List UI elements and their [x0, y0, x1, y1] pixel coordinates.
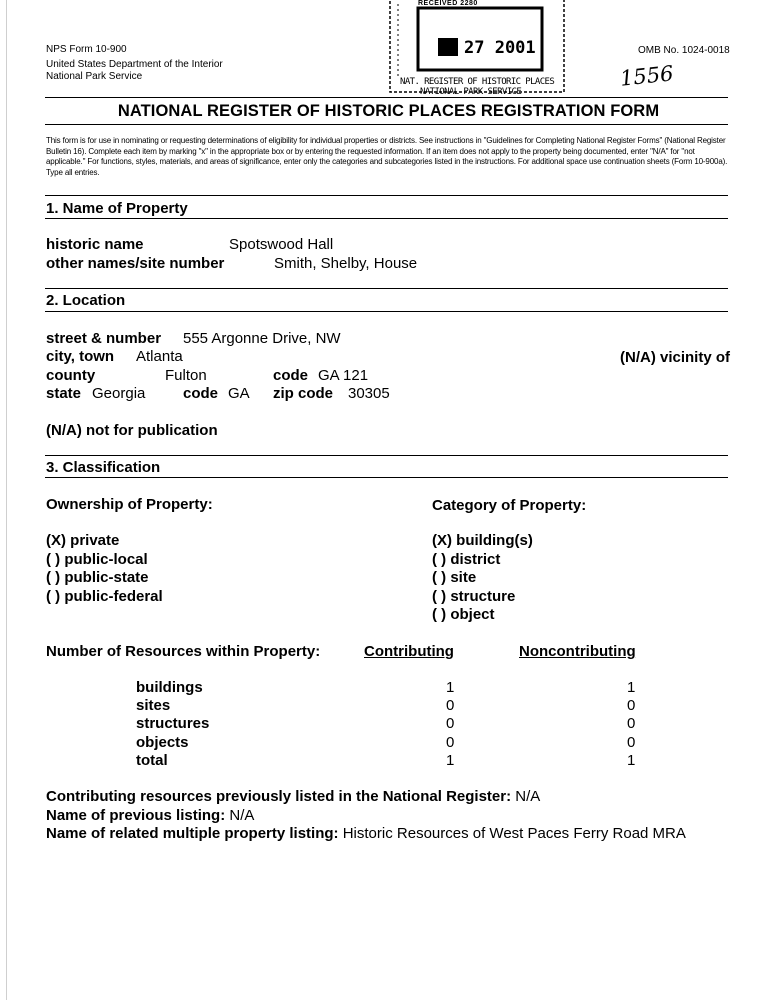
section-3-heading: 3. Classification: [46, 459, 161, 476]
form-number: NPS Form 10-900: [46, 44, 127, 55]
noncontributing-count: 0: [627, 715, 636, 732]
received-stamp: [388, 0, 566, 98]
rule: [45, 477, 728, 478]
state-code: GA: [228, 385, 250, 402]
other-names: Smith, Shelby, House: [274, 255, 418, 272]
noncontributing-count: 0: [627, 697, 636, 714]
department: United States Department of the Interior: [46, 59, 223, 70]
ownership-option: ( ) public-local: [46, 551, 148, 568]
form-title: NATIONAL REGISTER OF HISTORIC PLACES REGISTRATION FORM: [117, 102, 660, 120]
stamp-line-2: NATIONAL PARK SERVICE: [420, 87, 522, 97]
ownership-option: (X) private: [46, 532, 120, 549]
page-edge: [6, 0, 7, 1000]
rule: [45, 195, 728, 196]
title-rule-top: [45, 97, 728, 98]
category-option: ( ) object: [432, 606, 495, 623]
noncontributing-count: 1: [627, 679, 636, 696]
rule: [45, 218, 728, 219]
previously-listed-label: Contributing resources previously listed in the National Register:: [46, 788, 512, 805]
instructions-paragraph: This form is for use in nominating or requesting determinations of eligibility for individual properties or districts. See instructions in "Guidelines for Completing National Register Forms" (National Register Bulletin 16). Complete each item by marking "x" in the appropriate box or by entering the requested information. If an item does not apply to the property being documented, enter "N/A" for "not applicable." For functions, styles, materials, and areas of significance, enter only the categories and subcategories listed in the instructions. For additional space use continuation sheets (Form 10-900a). Type all entries.: [46, 136, 728, 177]
historic-name-label: historic name: [46, 236, 144, 253]
vicinity: (N/A) vicinity of: [620, 349, 731, 366]
previous-listing-label: Name of previous listing:: [46, 807, 226, 824]
ownership-heading: Ownership of Property:: [46, 496, 213, 513]
category-option: ( ) district: [432, 551, 501, 568]
contributing-count: 0: [446, 697, 455, 714]
zip-label: zip code: [273, 385, 334, 402]
category-heading: Category of Property:: [432, 497, 587, 514]
service: National Park Service: [46, 71, 143, 82]
rule: [45, 455, 728, 456]
county-code-label: code: [273, 367, 309, 384]
stamp-line-1: NAT. REGISTER OF HISTORIC PLACES: [400, 77, 555, 87]
handwritten-number: 1556: [618, 61, 675, 91]
street-label: street & number: [46, 330, 162, 347]
contributing-header: Contributing: [364, 643, 454, 660]
resource-label: sites: [136, 697, 171, 714]
state-label: state: [46, 385, 82, 402]
county-label: county: [46, 367, 96, 384]
county-value: Fulton: [165, 367, 207, 384]
other-names-label: other names/site number: [46, 255, 225, 272]
rule: [45, 311, 728, 312]
omb-number: OMB No. 1024-0018: [638, 45, 730, 56]
previously-listed-value: N/A: [515, 788, 541, 805]
zip-value: 30305: [348, 385, 390, 402]
city-value: Atlanta: [136, 348, 183, 365]
contributing-count: 0: [446, 734, 455, 751]
related-listing-label: Name of related multiple property listing:: [46, 825, 339, 842]
stamp-received: RECEIVED 2280: [418, 0, 478, 7]
county-code: GA 121: [318, 367, 369, 384]
resource-label: objects: [136, 734, 189, 751]
contributing-count: 1: [446, 679, 455, 696]
related-listing: [46, 825, 686, 842]
related-listing-value: Historic Resources of West Paces Ferry Road MRA: [342, 825, 686, 842]
street-value: 555 Argonne Drive, NW: [183, 330, 341, 347]
resource-label: total: [136, 752, 168, 769]
section-1-heading: 1. Name of Property: [46, 200, 188, 217]
stamp-date: 27 2001: [464, 38, 536, 58]
category-option: ( ) structure: [432, 588, 516, 605]
state-code-label: code: [183, 385, 219, 402]
rule: [45, 288, 728, 289]
noncontributing-count: 1: [627, 752, 636, 769]
resource-label: structures: [136, 715, 210, 732]
category-option: (X) building(s): [432, 532, 533, 549]
previously-listed: [46, 788, 540, 805]
resources-heading: Number of Resources within Property:: [46, 643, 321, 660]
ownership-option: ( ) public-federal: [46, 588, 163, 605]
category-option: ( ) site: [432, 569, 477, 586]
resource-label: buildings: [136, 679, 203, 696]
not-for-publication: (N/A) not for publication: [46, 422, 218, 439]
city-label: city, town: [46, 348, 115, 365]
section-2-heading: 2. Location: [46, 292, 126, 309]
state-value: Georgia: [92, 385, 146, 402]
previous-listing-value: N/A: [229, 807, 255, 824]
historic-name: Spotswood Hall: [229, 236, 334, 253]
contributing-count: 0: [446, 715, 455, 732]
ownership-option: ( ) public-state: [46, 569, 149, 586]
title-rule-bottom: [45, 124, 728, 125]
noncontributing-count: 0: [627, 734, 636, 751]
contributing-count: 1: [446, 752, 455, 769]
previous-listing: [46, 807, 254, 824]
noncontributing-header: Noncontributing: [519, 643, 636, 660]
